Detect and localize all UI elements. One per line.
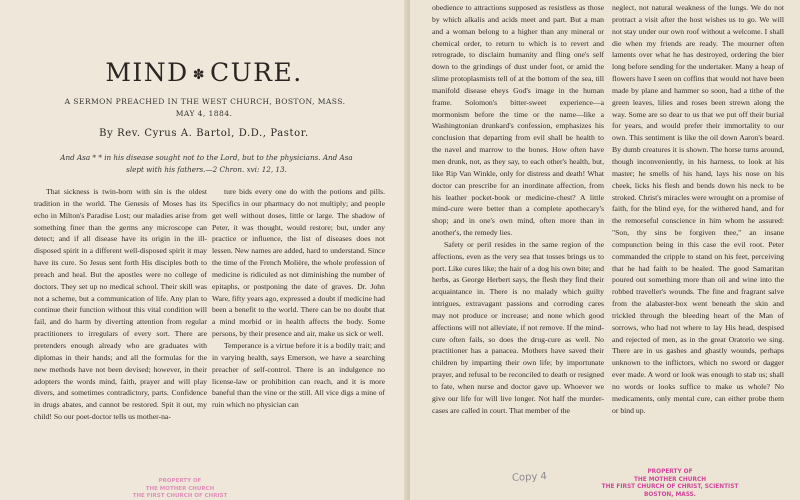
epigraph-line-2: slept with his fathers.—2 Chron. xvi: 12, 13. (126, 165, 287, 174)
sermon-date: MAY 4, 1884. (175, 109, 233, 118)
stamp-line: BOSTON, MASS. (643, 491, 697, 498)
title-ornament-icon: ✽ (192, 66, 206, 83)
stamp-line: PROPERTY OF (158, 478, 202, 484)
stamp-line: THE FIRST CHURCH OF CHRIST, SCIENTIST (601, 484, 739, 490)
right-column-2 (612, 2, 784, 470)
paragraph: neglect, not natural weakness of the lungs. We do not protract a visit after the host wishes us to go. We will not stay under our own roof without a welcome. I shall die when my friends are ready. The mourner often laments over what he has destroyed, ordering the bier long before sending for the undertaker. Many a heap of flowers have I seen on coffins that would not have been made by plane and hammer so soon, had a tithe of the green leaves, lilies and roses been strewn along the way. Some are so dear to us that we put off their burial for years, and would prefer their immortality to our own. This sentiment is like the oil down Aaron's beard. By dumb creatures it is shown. The horse turns around, though inconveniently, in his harness, to look at his master; he smells of his hand, lays his nose on his cheek, licks his flesh and bends down his neck to be stroked. Christ's miracles were wrought on a promise of faith, for the blind eye, for the withered hand, and for the remorseful conscience in him whom he assured: "Son, thy sins be forgiven thee," an insane compunction being in this case the evil root. Peter commanded the cripple to stand on his feet, perceiving that he had faith to be healed. The good Samaritan poured out something more than oil and wine into the robbed traveller's wounds. The fine and fragrant salve from the alabaster-box went beneath the skin and trickled through the bleeding heart of the Man of sorrows, who had not where to lay His head, despised and rejected of men, as in the great Oratorio we sing. There are in us gashes and ghastly wounds, perhaps unknown to the inflictors, which no sword or dagger ever made. A word or look was enough to stab us; shall no words or looks suffice to make us whole? No medicaments, only mental cure, can either probe them or bind up. (612, 3, 784, 415)
library-stamp-faded (120, 478, 240, 500)
stamp-line: PROPERTY OF (647, 469, 693, 475)
left-column-2 (212, 186, 385, 486)
left-column-1 (34, 186, 207, 486)
document-title (0, 58, 408, 87)
author-byline: By Rev. Cyrus A. Bartol, D.D., Pastor. (99, 128, 309, 139)
paragraph: That sickness is twin-born with sin is the oldest tradition in the world. The Genesis of Moses has its echo in Milton's Paradise Lost; our maladies arise from something finer than the germs any microscope can detect; and if all disease have its origin in the ill-disposed spirit in a different well-disposed spirit it may have its cure. So Jesus sent forth His disciples both to preach and heal. But the apostles were no college of doctors. They set up no medical school. Their skill was not a scheme, but a communication of life. Any plan to continue their function without this vital condition will fail, and do harm by diverting attention from regular practitioners to irregulars of every sort. There are pretenders enough already who are graduates with diplomas in their hands; and all the formulas for the new methods have not been devised; however, in their adopters the words mind, faith, prayer and will play divers, and sometimes contradictory, parts. Confidence in drugs abates, and cannot be restored. Spit it out, my child! So our poet-doctor tells us mother-na- (34, 187, 207, 422)
paragraph: Safety or peril resides in the same region of the affections, even as the very sea that tosses brings us to port. Like cures like; the hair of a dog his own bite; and herbs, as George Herbert says, the flesh they find their acquaintance in. There is no malady which guilty intrigues, extravagant passions and corroding cares may not produce or increase; and none which good affections will not alleviate, if not remove. If the mind-cure often fails, so does the drug-cure as well. No practitioner has a panacea. Mothers have saved their children by imparting their own life; by importunate prayer, and refusal to be reconciled to death or resigned to fate, when nurse and doctor gave up. Whoever we give our life for will live longer. Not half the murder-cases are called in court. That member of the (432, 239, 604, 415)
paragraph: Temperance is a virtue before it is a bodily trait; and in varying health, says Emerson, we have a searching preacher of self-control. There is an indulgence no license-law or prohibition can reach, and it is more baneful than the vine or the still. All vice digs a mine of ruin which no physician can (212, 340, 385, 410)
stamp-line: THE MOTHER CHURCH (145, 485, 215, 492)
stamp-line: THE FIRST CHURCH OF CHRIST (132, 493, 228, 499)
paragraph: ture bids every one do with the potions and pills. Specifics in our pharmacy do not multiply; and people get well without doses, little or large. The shadow of Peter, it was thought, would restore; but, under any practice or influence, the list of diseases does not lessen. New names are added, hard to understand. Since the time of the French Molière, the whole profession of medicine is ridiculed as not diminishing the number of epitaphs, or postponing the date of graves. Dr. John Ware, fifty years ago, expressed a doubt if medicine had been a benefit to the world. There can be no doubt that a mind morbid or in health affects the body. Some persons, by their presence and air, make us sick or well. (212, 187, 385, 339)
sermon-subtitle: A SERMON PREACHED IN THE WEST CHURCH, BOSTON, MASS. (64, 97, 346, 106)
epigraph-line-1: And Asa * * in his disease sought not to the Lord, but to the physicians. And Asa (60, 153, 353, 162)
title-word-mind: MIND (105, 58, 189, 87)
title-word-cure: CURE. (209, 58, 303, 87)
handwritten-copy-note: Copy 4 (511, 471, 548, 484)
epigraph (34, 152, 379, 176)
right-column-1 (432, 2, 604, 480)
paragraph: obedience to attractions supposed as resistless as those by which alkalis and acids meet and part. But a man and a woman belong to a higher than any mineral or chemical order, to return to which is to revert and retrograde, to disclaim humanity and fling one's self down to the grindings of dust under foot, or amid the slime protoplasmists tell of at the bottom of the sea, till manifold disease eheys God's image in the human frame. Solomon's bitter-sweet experience—a mormonism before the time or the name—like a Washingtonian drunkard's confession, emphasizes his conclusion that departing from evil shall be health to the navel and marrow to the bones. How often have men drunk, not, as they say, to each other's health, but, like Rip Van Winkle, only for distress and death! What doctor can prescribe for an inordinate affection, from his leather pocket-book or medicine-chest? A little mind-cure were better than a complete apothecary's shop; and in one's own mind, often more than in another's, the remedy lies. (432, 3, 604, 238)
stamp-line: THE MOTHER CHURCH (633, 476, 707, 483)
library-stamp (575, 469, 765, 499)
